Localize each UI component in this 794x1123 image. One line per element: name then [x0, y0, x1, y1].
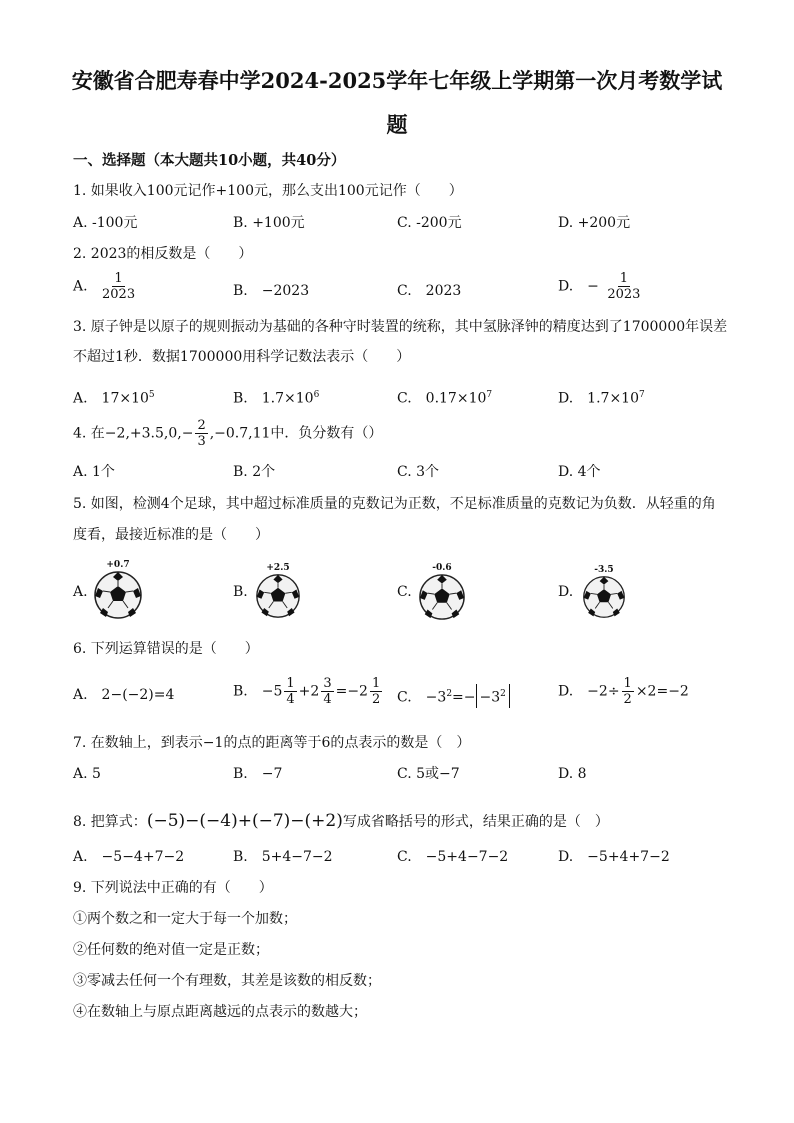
- q2-d-numerator: 1: [619, 271, 629, 286]
- q6-c-abs-exponent: 2: [500, 689, 506, 699]
- q3-a-base: A. 17×10: [73, 390, 149, 407]
- q4-suffix: ,−0.7,11中．负分数有（）: [209, 425, 383, 442]
- q4-option-d: D. 4个: [558, 464, 601, 480]
- q9-statement-1: ①两个数之和一定大于每一个加数；: [73, 911, 297, 927]
- q5-option-b-ball: [248, 563, 308, 623]
- soccer-ball-icon: [418, 573, 466, 621]
- q6-b-frac3-den: 2: [371, 692, 381, 707]
- q6-option-d: [558, 676, 689, 707]
- q6-b-mid: +2: [298, 683, 320, 700]
- question-2-stem: 2. 2023的相反数是（ ）: [73, 246, 253, 262]
- q6-c-prefix: C. −3: [397, 689, 447, 706]
- q2-option-d: [558, 271, 644, 302]
- q6-b-frac1-num: 1: [286, 676, 295, 691]
- question-9-stem: 9. 下列说法中正确的有（ ）: [73, 880, 273, 896]
- q6-b-frac2: [321, 676, 333, 707]
- q1-option-a: A. -100元: [73, 215, 138, 231]
- q6-c-absolute-value: [476, 684, 510, 708]
- q6-c-abs-base: −3: [479, 689, 501, 706]
- q4-numerator: 2: [197, 418, 206, 433]
- q4-denominator: 3: [197, 434, 206, 449]
- question-8-stem: [73, 812, 609, 831]
- soccer-ball-icon: [93, 570, 143, 620]
- q7-option-d: D. 8: [558, 766, 587, 782]
- question-5-line1: 5. 如图，检测4个足球，其中超过标准质量的克数记为正数，不足标准质量的克数记为负数．从轻重的角: [73, 496, 716, 512]
- q3-option-b: [233, 386, 319, 408]
- q6-d-prefix: D. −2÷: [558, 683, 620, 700]
- soccer-ball-icon: [582, 575, 626, 619]
- q7-option-b: B. −7: [233, 766, 283, 782]
- q8-option-b: B. 5+4−7−2: [233, 849, 333, 865]
- q3-a-exponent: 5: [148, 390, 155, 400]
- q5-c-mass-label: -0.6: [432, 563, 452, 573]
- question-3-line1: 3. 原子钟是以原子的规则振动为基础的各种守时装置的统称，其中氢脉泽钟的精度达到了1700000年误差: [73, 319, 728, 335]
- q4-option-a: A. 1个: [73, 464, 115, 480]
- q1-option-c: C. -200元: [397, 215, 462, 231]
- q6-d-suffix: ×2=−2: [635, 683, 689, 700]
- q6-b-frac2-num: 3: [323, 676, 332, 691]
- q4-option-c: C. 3个: [397, 464, 440, 480]
- q5-option-a-ball: [88, 560, 148, 624]
- q6-c-mid: =−: [452, 689, 476, 706]
- q2-a-fraction: [100, 271, 137, 302]
- q6-d-den: 2: [623, 692, 632, 707]
- q2-a-denominator: 2023: [102, 287, 136, 302]
- q6-b-frac1-den: 4: [286, 692, 295, 707]
- q5-option-b-letter: B.: [233, 584, 248, 600]
- exam-title-line1: 安徽省合肥寿春中学2024-2025学年七年级上学期第一次月考数学试: [71, 68, 723, 93]
- section-heading: 一、选择题（本大题共10小题，共40分）: [73, 152, 346, 169]
- q3-c-base: C. 0.17×10: [397, 390, 487, 407]
- q2-a-label: A.: [73, 278, 88, 295]
- q6-b-eq: =−2: [335, 683, 368, 700]
- q5-option-d-ball: [574, 565, 634, 623]
- q3-c-exponent: 7: [486, 390, 493, 400]
- q3-b-exponent: 6: [313, 390, 320, 400]
- q8-option-a: A. −5−4+7−2: [73, 849, 185, 865]
- q3-option-d: [558, 386, 645, 408]
- q2-option-c: C. 2023: [397, 283, 462, 299]
- q9-statement-2: ②任何数的绝对值一定是正数；: [73, 942, 269, 958]
- q6-d-num: 1: [623, 676, 632, 691]
- q8-option-c: C. −5+4−7−2: [397, 849, 509, 865]
- q8-expression: (−5)−(−4)+(−7)−(+2): [146, 811, 343, 831]
- q3-b-base: B. 1.7×10: [233, 390, 314, 407]
- q4-prefix: 4. 在−2,+3.5,0,−: [73, 425, 194, 442]
- q2-d-fraction: [605, 271, 642, 302]
- q5-option-d-letter: D.: [558, 584, 574, 600]
- q6-d-fraction: [622, 676, 634, 707]
- q9-statement-3: ③零减去任何一个有理数，其差是该数的相反数；: [73, 973, 381, 989]
- q1-option-d: D. +200元: [558, 215, 631, 231]
- question-3-line2: 不超过1秒．数据1700000用科学记数法表示（ ）: [73, 349, 411, 365]
- q2-option-a: [73, 271, 139, 302]
- q9-statement-4: ④在数轴上与原点距离越远的点表示的数越大；: [73, 1004, 367, 1020]
- q3-option-a: [73, 386, 155, 408]
- q6-b-frac1: [284, 676, 296, 707]
- q6-b-frac3: [370, 676, 382, 707]
- q5-a-mass-label: +0.7: [106, 560, 130, 570]
- q2-option-b: B. −2023: [233, 283, 310, 299]
- exam-title-line2: 题: [386, 112, 408, 137]
- q2-a-numerator: 1: [114, 271, 123, 286]
- q3-d-exponent: 7: [639, 390, 645, 400]
- soccer-ball-icon: [255, 573, 301, 619]
- q6-option-b: [233, 676, 384, 707]
- question-7-stem: 7. 在数轴上，到表示−1的点的距离等于6的点表示的数是（ ）: [73, 735, 471, 751]
- question-6-stem: 6. 下列运算错误的是（ ）: [73, 641, 259, 657]
- q5-option-a-letter: A.: [73, 584, 88, 600]
- q5-d-mass-label: -3.5: [594, 565, 614, 575]
- q4-fraction: [195, 418, 207, 449]
- q8-option-d: D. −5+4+7−2: [558, 849, 670, 865]
- q6-option-c: [397, 684, 510, 708]
- q6-b-frac2-den: 4: [323, 692, 332, 707]
- q6-b-frac3-num: 1: [371, 676, 381, 691]
- q2-d-label: D. −: [558, 278, 599, 295]
- q8-prefix: 8. 把算式：: [73, 814, 147, 830]
- q2-d-denominator: 2023: [607, 287, 641, 302]
- q6-c-exponent: 2: [446, 689, 453, 699]
- q5-b-mass-label: +2.5: [266, 563, 290, 573]
- q5-option-c-letter: C.: [397, 584, 412, 600]
- q6-option-a: A. 2−(−2)=4: [73, 687, 175, 703]
- q3-d-base: D. 1.7×10: [558, 390, 639, 407]
- q5-option-c-ball: [412, 563, 472, 625]
- q8-suffix: 写成省略括号的形式，结果正确的是（ ）: [342, 814, 609, 830]
- q4-option-b: B. 2个: [233, 464, 276, 480]
- q3-option-c: [397, 386, 492, 408]
- question-5-line2: 度看，最接近标准的是（ ）: [73, 527, 269, 543]
- q1-option-b: B. +100元: [233, 215, 305, 231]
- q6-b-prefix: B. −5: [233, 683, 283, 700]
- question-1-stem: 1. 如果收入100元记作+100元，那么支出100元记作（ ）: [73, 183, 463, 199]
- q7-option-a: A. 5: [73, 766, 101, 782]
- question-4-stem: [73, 418, 382, 449]
- q7-option-c: C. 5或−7: [397, 766, 460, 782]
